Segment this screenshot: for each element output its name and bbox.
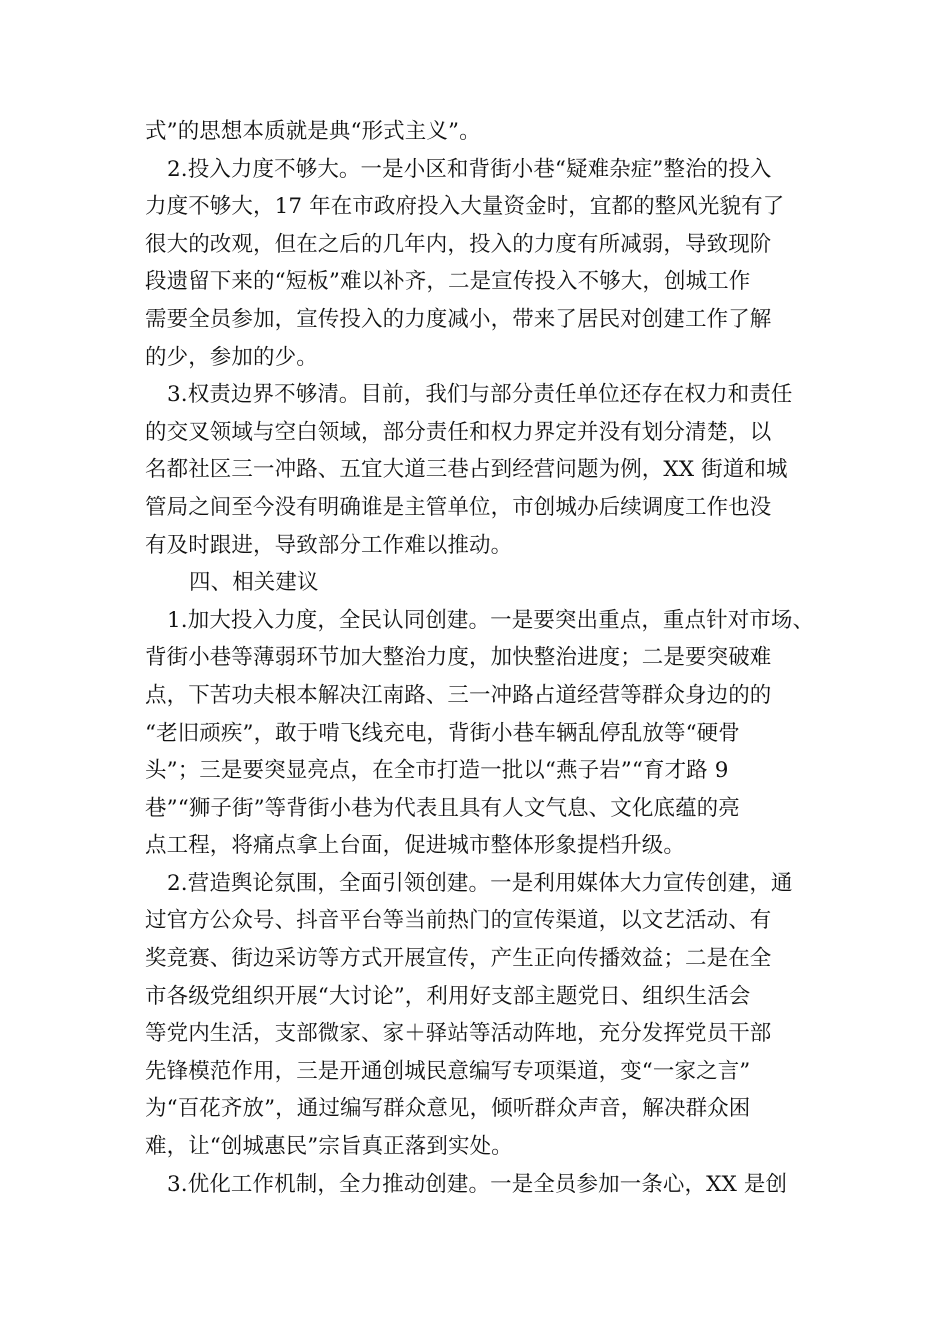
text-line: 难，让“创城惠民”宗旨真正落到实处。 (145, 1134, 513, 1160)
text-line: 为“百花齐放”，通过编写群众意见，倾听群众声音，解决群众困 (145, 1096, 751, 1122)
text-line: 市各级党组织开展“大讨论”，利用好支部主题党日、组织生活会 (145, 983, 751, 1009)
text-line: 先锋模范作用，三是开通创城民意编写专项渠道，变“一家之言” (145, 1058, 751, 1084)
text-line: 2.营造舆论氛围，全面引领创建。一是利用媒体大力宣传创建，通 (167, 870, 793, 896)
text-line: 的少，参加的少。 (145, 344, 318, 370)
text-line: 等党内生活，支部微家、家＋驿站等活动阵地，充分发挥党员干部 (145, 1021, 772, 1047)
text-line: 巷”“狮子街”等背街小巷为代表且具有人文气息、文化底蕴的亮 (145, 795, 740, 821)
text-line: 的交叉领域与空白领域，部分责任和权力界定并没有划分清楚，以 (145, 419, 772, 445)
text-line: 过官方公众号、抖音平台等当前热门的宣传渠道，以文艺活动、有 (145, 908, 772, 934)
text-line: “老旧顽疾”，敢于啃飞线充电，背街小巷车辆乱停乱放等“硬骨 (145, 720, 740, 746)
text-line: 2.投入力度不够大。一是小区和背街小巷“疑难杂症”整治的投入 (167, 156, 772, 182)
text-line: 背街小巷等薄弱环节加大整治力度，加快整治进度；二是要突破难 (145, 645, 772, 671)
section-heading: 四、相关建议 (189, 570, 319, 596)
text-line: 点工程，将痛点拿上台面，促进城市整体形象提档升级。 (145, 833, 686, 859)
text-line: 很大的改观，但在之后的几年内，投入的力度有所减弱，导致现阶 (145, 231, 772, 257)
text-line: 需要全员参加，宣传投入的力度减小，带来了居民对创建工作了解 (145, 306, 772, 332)
text-line: 有及时跟进，导致部分工作难以推动。 (145, 532, 513, 558)
text-line: 名都社区三一冲路、五宜大道三巷占到经营问题为例，XX 街道和城 (145, 457, 788, 483)
text-line: 点，下苦功夫根本解决江南路、三一冲路占道经营等群众身边的的 (145, 682, 772, 708)
text-line: 力度不够大，17 年在市政府投入大量资金时，宜都的整风光貌有了 (145, 194, 785, 220)
text-line: 头”；三是要突显亮点，在全市打造一批以“燕子岩”“育才路 9 (145, 758, 729, 784)
text-line: 1.加大投入力度，全民认同创建。一是要突出重点，重点针对市场、 (167, 607, 815, 633)
text-line: 段遗留下来的“短板”难以补齐，二是宣传投入不够大，创城工作 (145, 269, 751, 295)
document-body (145, 113, 835, 1203)
text-line: 3.优化工作机制，全力推动创建。一是全员参加一条心，XX 是创 (167, 1171, 788, 1197)
text-line: 奖竞赛、街边采访等方式开展宣传，产生正向传播效益；二是在全 (145, 946, 772, 972)
text-line: 式”的思想本质就是典“形式主义”。 (145, 119, 481, 144)
text-line: 3.权责边界不够清。目前，我们与部分责任单位还存在权力和责任 (167, 382, 793, 408)
text-line: 管局之间至今没有明确谁是主管单位，市创城办后续调度工作也没 (145, 494, 772, 520)
